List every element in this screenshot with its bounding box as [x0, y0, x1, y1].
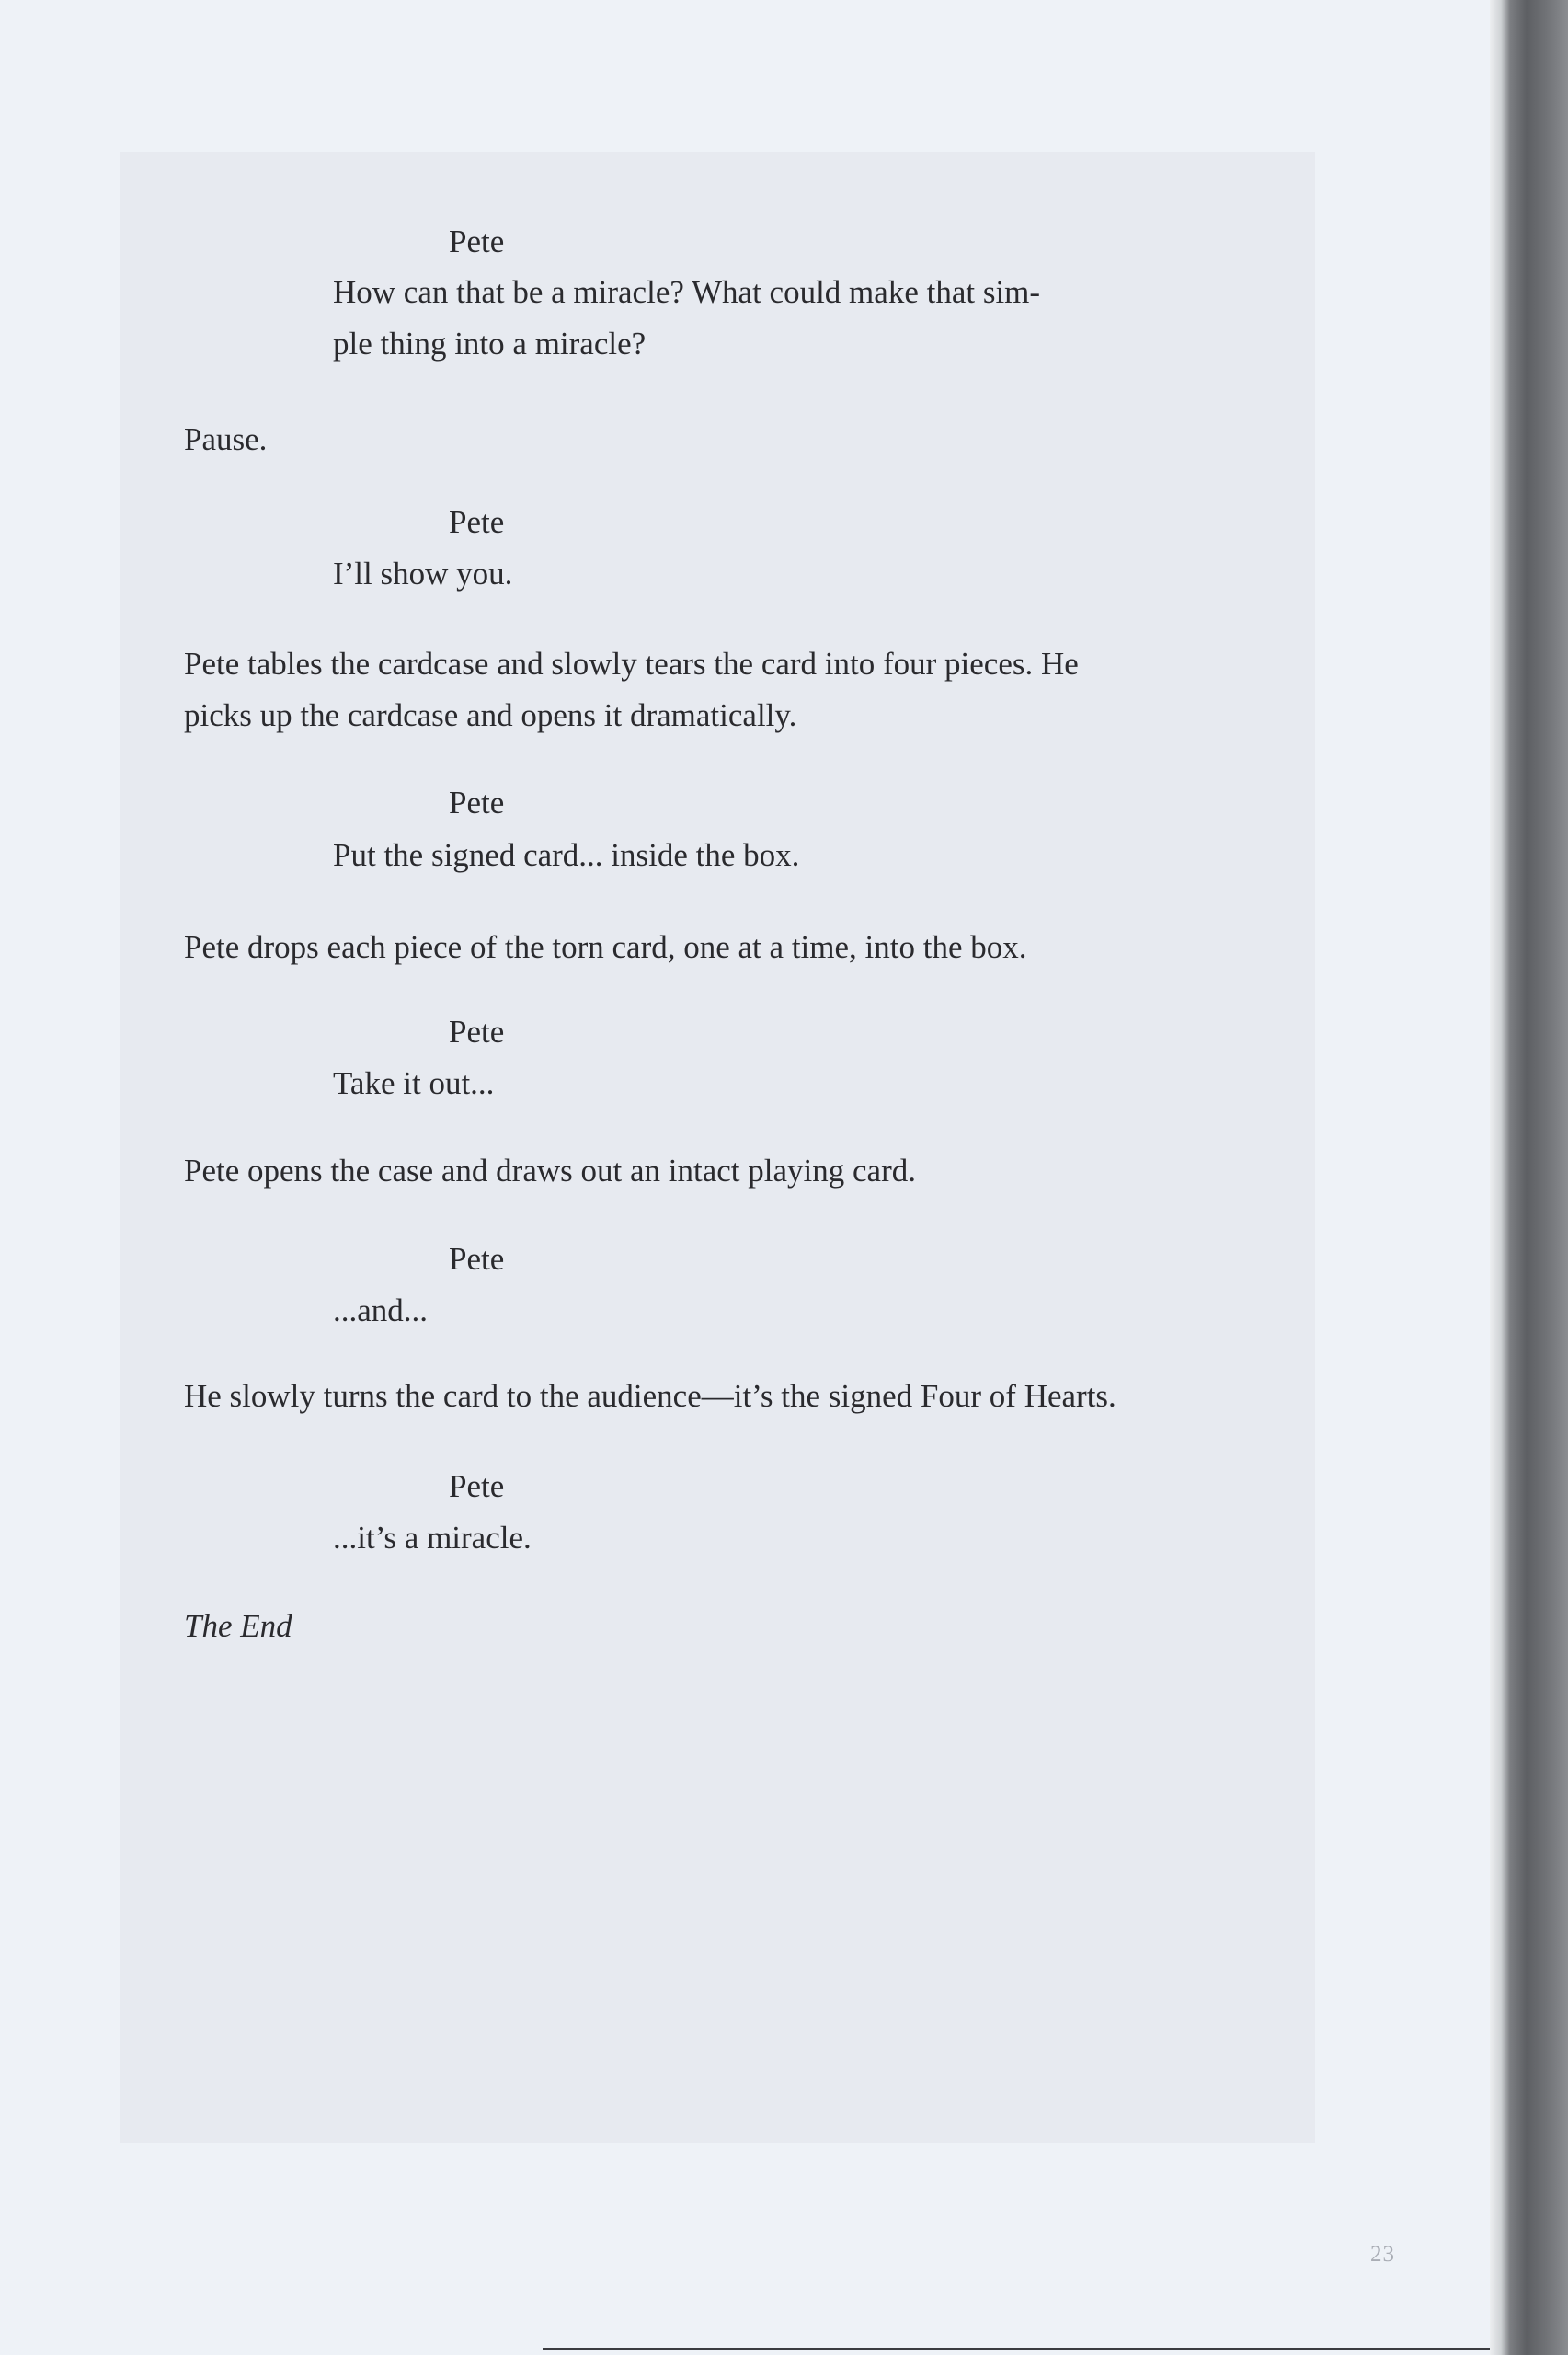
dialogue-line: How can that be a miracle? What could make that sim-	[333, 274, 1041, 310]
speaker-name: Pete	[449, 785, 505, 821]
speaker-name: Pete	[449, 1014, 505, 1050]
speaker-name: Pete	[449, 1468, 505, 1504]
dialogue-line: ple thing into a miracle?	[333, 326, 647, 362]
dialogue-line: Take it out...	[333, 1065, 495, 1101]
speaker-name: Pete	[449, 504, 505, 540]
book-binding-edge	[1490, 0, 1568, 2355]
stage-direction: picks up the cardcase and opens it dramatically.	[184, 697, 797, 733]
page-bottom-edge	[543, 2348, 1490, 2350]
page-number: 23	[1370, 2242, 1395, 2267]
dialogue-line: I’ll show you.	[333, 556, 513, 592]
stage-direction: He slowly turns the card to the audience—it’s the signed Four of Hearts.	[184, 1378, 1116, 1414]
stage-direction: Pete opens the case and draws out an intact playing card.	[184, 1153, 916, 1189]
speaker-name: Pete	[449, 224, 505, 259]
dialogue-line: Put the signed card... inside the box.	[333, 837, 800, 873]
stage-direction: Pete drops each piece of the torn card, one at a time, into the box.	[184, 929, 1027, 965]
speaker-name: Pete	[449, 1241, 505, 1277]
dialogue-line: ...and...	[333, 1292, 429, 1328]
stage-direction: Pause.	[184, 421, 268, 457]
dialogue-line: ...it’s a miracle.	[333, 1520, 532, 1556]
stage-direction: Pete tables the cardcase and slowly tears the card into four pieces. He	[184, 646, 1079, 682]
the-end-label: The End	[184, 1608, 292, 1644]
